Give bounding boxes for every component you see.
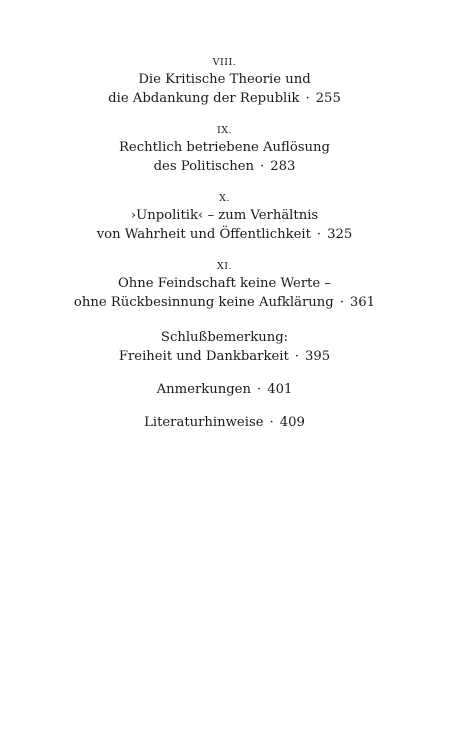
chapter-title-line: Schlußbemerkung:: [160, 330, 289, 345]
chapter-title-text: ohne Rückbesinnung keine Aufklärung: [73, 295, 334, 310]
chapter-title-text: Anmerkungen: [156, 382, 251, 397]
chapter-title-line: ›Unpolitik‹ – zum Verhältnis: [130, 208, 319, 223]
page-separator: ·: [339, 295, 344, 310]
page-separator: ·: [294, 349, 299, 364]
chapter-title-line-with-page: [0, 89, 449, 108]
page-separator: ·: [316, 227, 322, 242]
chapter-number: X.: [219, 193, 230, 204]
chapter-title-line-with-page: [0, 413, 449, 432]
chapter-title-line-with-page: [0, 157, 449, 176]
toc-entry-literaturhinweise: [0, 413, 449, 432]
toc-entry-anmerkungen: [0, 380, 449, 399]
page-number: 409: [279, 415, 305, 430]
toc-entry-schlussbemerkung: [0, 328, 449, 366]
page-separator: ·: [269, 415, 274, 430]
chapter-title-text: Literaturhinweise: [144, 415, 264, 430]
chapter-title-line-with-page: [0, 293, 449, 312]
chapter-title-line-with-page: [0, 380, 449, 399]
chapter-title-line-with-page: [0, 347, 449, 366]
toc-entry-viii: [0, 56, 449, 108]
chapter-number: XI.: [216, 261, 233, 272]
chapter-title-text: des Politischen: [153, 159, 254, 174]
table-of-contents: [0, 56, 449, 446]
chapter-title-text: von Wahrheit und Öffentlichkeit: [96, 227, 311, 242]
chapter-title-text: Freiheit und Dankbarkeit: [118, 349, 289, 364]
chapter-number: IX.: [216, 125, 233, 136]
page-separator: ·: [260, 159, 265, 174]
chapter-title-text: die Abdankung der Republik: [108, 91, 300, 106]
toc-entry-ix: [0, 124, 449, 176]
chapter-number: VIII.: [212, 57, 237, 68]
chapter-title-line: Die Kritische Theorie und: [138, 72, 311, 87]
page-number: 255: [315, 91, 341, 106]
page-separator: ·: [256, 382, 262, 397]
page-number: 395: [304, 349, 331, 364]
toc-entry-xi: [0, 260, 449, 312]
page-number: 325: [327, 227, 353, 242]
page-number: 401: [267, 382, 293, 397]
chapter-title-line: Ohne Feindschaft keine Werte –: [117, 276, 332, 291]
page-number: 283: [270, 159, 296, 174]
page-number: 361: [349, 295, 376, 310]
chapter-title-line: Rechtlich betriebene Auflösung: [119, 140, 330, 155]
toc-entry-x: [0, 192, 449, 244]
page-separator: ·: [305, 91, 310, 106]
chapter-title-line-with-page: [0, 225, 449, 244]
